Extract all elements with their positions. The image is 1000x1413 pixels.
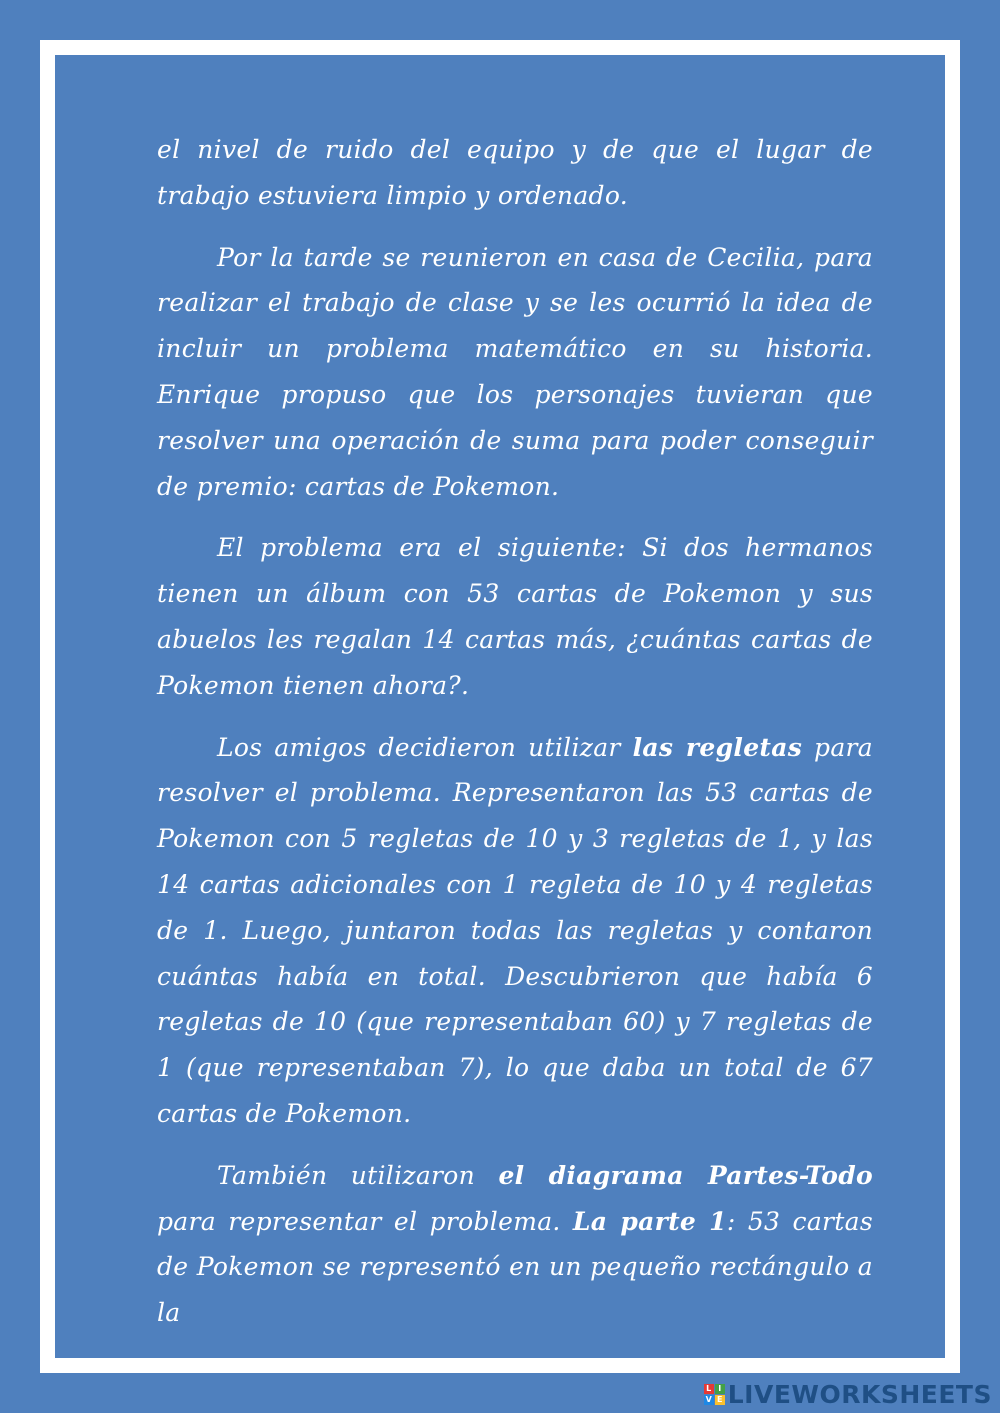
paragraph-text: El problema era el siguiente: Si dos hermanos tienen un álbum con 53 cartas de Pokemon y sus abuelos les regalan 14 cartas más, ¿cuántas cartas de Pokemon tienen ahora?. <box>157 533 873 700</box>
paragraph-text: : 53 cartas de Pokemon se representó en un pequeño rectángulo a la <box>157 1206 873 1328</box>
paragraph <box>157 235 873 510</box>
paragraph-text: para representar el problema. <box>157 1206 573 1236</box>
paragraph <box>157 525 873 708</box>
logo-block: L <box>704 1384 714 1394</box>
bold-term: las regletas <box>632 732 803 762</box>
logo-blocks-icon <box>704 1384 725 1405</box>
paragraph-text: para resolver el problema. Representaron las 53 cartas de Pokemon con 5 regletas de 10 y 3 regletas de 1, y las 14 cartas adicionales con 1 regleta de 10 y 4 regletas de 1. Luego, juntaron todas las regletas y contaron cuántas había en total. Descubrieron que había 6 regletas de 10 (que representaban 60) y 7 regletas de 1 (que representaban 7), lo que daba un total de 67 cartas de Pokemon. <box>157 732 874 1128</box>
bold-term: La parte 1 <box>572 1206 727 1236</box>
logo-text: LIVEWORKSHEETS <box>727 1379 992 1409</box>
bold-term: el diagrama Partes-Todo <box>498 1160 873 1190</box>
paragraph <box>157 1153 873 1336</box>
logo-block: I <box>715 1384 725 1394</box>
paragraph <box>157 725 873 1137</box>
story-text <box>157 127 873 1352</box>
logo-block: E <box>715 1395 725 1405</box>
page-frame <box>40 40 960 1373</box>
liveworksheets-logo[interactable] <box>704 1378 992 1410</box>
logo-block: V <box>705 1394 712 1404</box>
paragraph <box>157 127 873 219</box>
paragraph-text: el nivel de ruido del equipo y de que el lugar de trabajo estuviera limpio y ordenado. <box>157 135 873 210</box>
content-panel <box>55 55 945 1358</box>
paragraph-text: Por la tarde se reunieron en casa de Cecilia, para realizar el trabajo de clase y se les ocurrió la idea de incluir un problema matemático en su historia. Enrique propuso que los personajes tuvieran que resolver una operación de suma para poder conseguir de premio: cartas de Pokemon. <box>157 242 873 501</box>
paragraph-text: También utilizaron <box>217 1160 499 1190</box>
paragraph-text: Los amigos decidieron utilizar <box>217 732 633 762</box>
